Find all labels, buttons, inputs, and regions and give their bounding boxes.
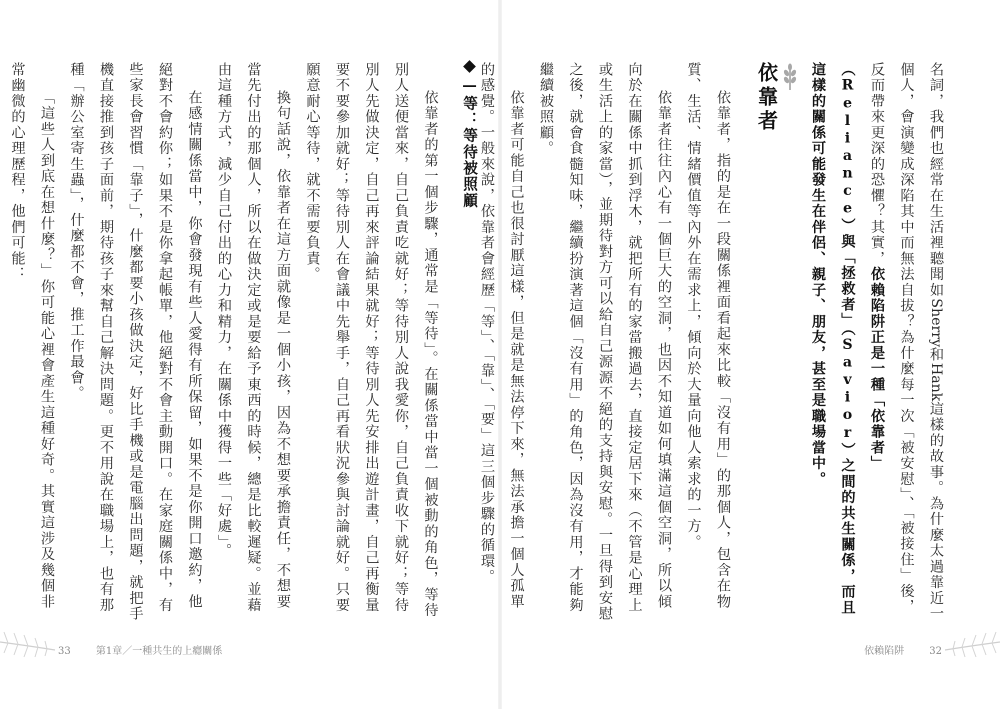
- page-number: 32: [929, 646, 942, 657]
- left-page-footer: [58, 642, 222, 657]
- fern-branch-icon: [0, 620, 60, 670]
- subheading-dash: —: [461, 77, 478, 96]
- body-paragraph: 依靠者的第一個步驟，通常是「等待」。在關係當中當一個被動的角色，等待別人送便當來，自己負責吃就好；等待別人說我愛你，自己負責收下就好；等待別人先做決定，自己再來評論結果就好；等待別人先安排出遊計畫，自己再衡量要不要參加就好；等待別人在會議中先舉手，自己再看狀況參與討論就好。只要願意耐心等待，就不需要負責。: [304, 62, 439, 619]
- fern-branch-icon: [940, 620, 1000, 670]
- right-page: [479, 62, 950, 622]
- intro-text-2: 和: [928, 347, 944, 363]
- running-header: 第1章／一種共生的上癮關係: [95, 646, 223, 657]
- subheading-text: 等：等待被照顧: [461, 95, 478, 209]
- body-paragraph: 在感情關係當中，你會發現有些人愛得有所保留，如果不是你開口邀約，他絕對不會約你；如果不是你拿起帳單，他絕對不會主動開口。在家庭關係中，有些家長會習慣「靠子」，什麼都要小孩做決定，好比手機或是電腦出問題，就把手機直接推到孩子面前，期待孩子來幫自己解決問題。更不用說在職場上，也有那種「辦公室寄生蟲」，什麼都不會，推工作最會。: [68, 62, 203, 622]
- running-header: 依賴陷阱: [864, 646, 905, 657]
- intro-text-1: 名詞，我們也經常在生活裡聽聞如: [928, 62, 944, 299]
- intro-bold-statement: 依賴陷阱正是一種「依靠者」（Reliance）與「拯救者」（Savior）之間的共生關係，而且這樣的關係可能發生在伴侶、親子、朋友，甚至是職場當中。: [810, 62, 885, 616]
- section-title: 依靠者: [754, 62, 779, 134]
- intro-paragraph: [803, 62, 951, 622]
- body-paragraph: 依靠者往往內心有一個巨大的空洞，也因不知道如何填滿這個空洞，所以傾向於在關係中抓到浮木，就把所有的家當搬過去，直接定居下來（不管是心理上或生活上的家當），並期待對方可以給自己源源不絕的支持與安慰。一旦得到安慰之後，就會食髓知味，繼續扮演著這個「沒有用」的角色，因為沒有用，才能夠繼續被照顧。: [538, 62, 672, 622]
- intro-text-3: 這樣的故事。為什麼太過靠近一個人，會演變成深陷其中而無法自拔？為什麼每一次「被安慰」、「被接住」後，反而帶來更深的恐懼？其實，: [869, 62, 944, 622]
- body-paragraph: 依靠者可能自己也很討厭這樣，但是就是無法停下來，無法承擔一個人孤單的感覺。一般來說，依靠者會經歷「等」、「靠」、「要」這三個步驟的循環。: [479, 62, 525, 611]
- body-paragraph: 換句話說，依靠者在這方面就像是一個小孩，因為不想要承擔責任，不想要當先付出的那個人，所以在做決定或是要給予東西的時候，總是比較遲疑。並藉由這種方式，減少自己付出的心力和精力，在關係中獲得一些「好處」。: [216, 62, 291, 614]
- diamond-bullet-icon: [463, 60, 476, 73]
- subheading: [455, 62, 485, 622]
- wheat-ornament-icon: [781, 62, 799, 92]
- body-paragraph: 「這些人到底在想什麼？」你可能心裡會產生這種好奇。其實這涉及幾個非常幽微的心理歷程，他們可能：: [9, 62, 55, 611]
- right-page-body: [472, 62, 951, 622]
- intro-name-sherry: Sherry: [928, 298, 944, 348]
- right-page-footer: [864, 642, 942, 657]
- section-heading: [751, 62, 799, 134]
- page-number: 33: [58, 646, 71, 657]
- left-page-body: [2, 62, 490, 622]
- body-paragraph: 依靠者，指的是在一段關係裡面看起來比較「沒有用」的那個人，包含在物質、生活、情緒價值等內外在需求上，傾向於大量向他人索求的一方。: [685, 62, 731, 611]
- intro-name-hank: Hank: [928, 362, 944, 402]
- left-page: [9, 62, 490, 622]
